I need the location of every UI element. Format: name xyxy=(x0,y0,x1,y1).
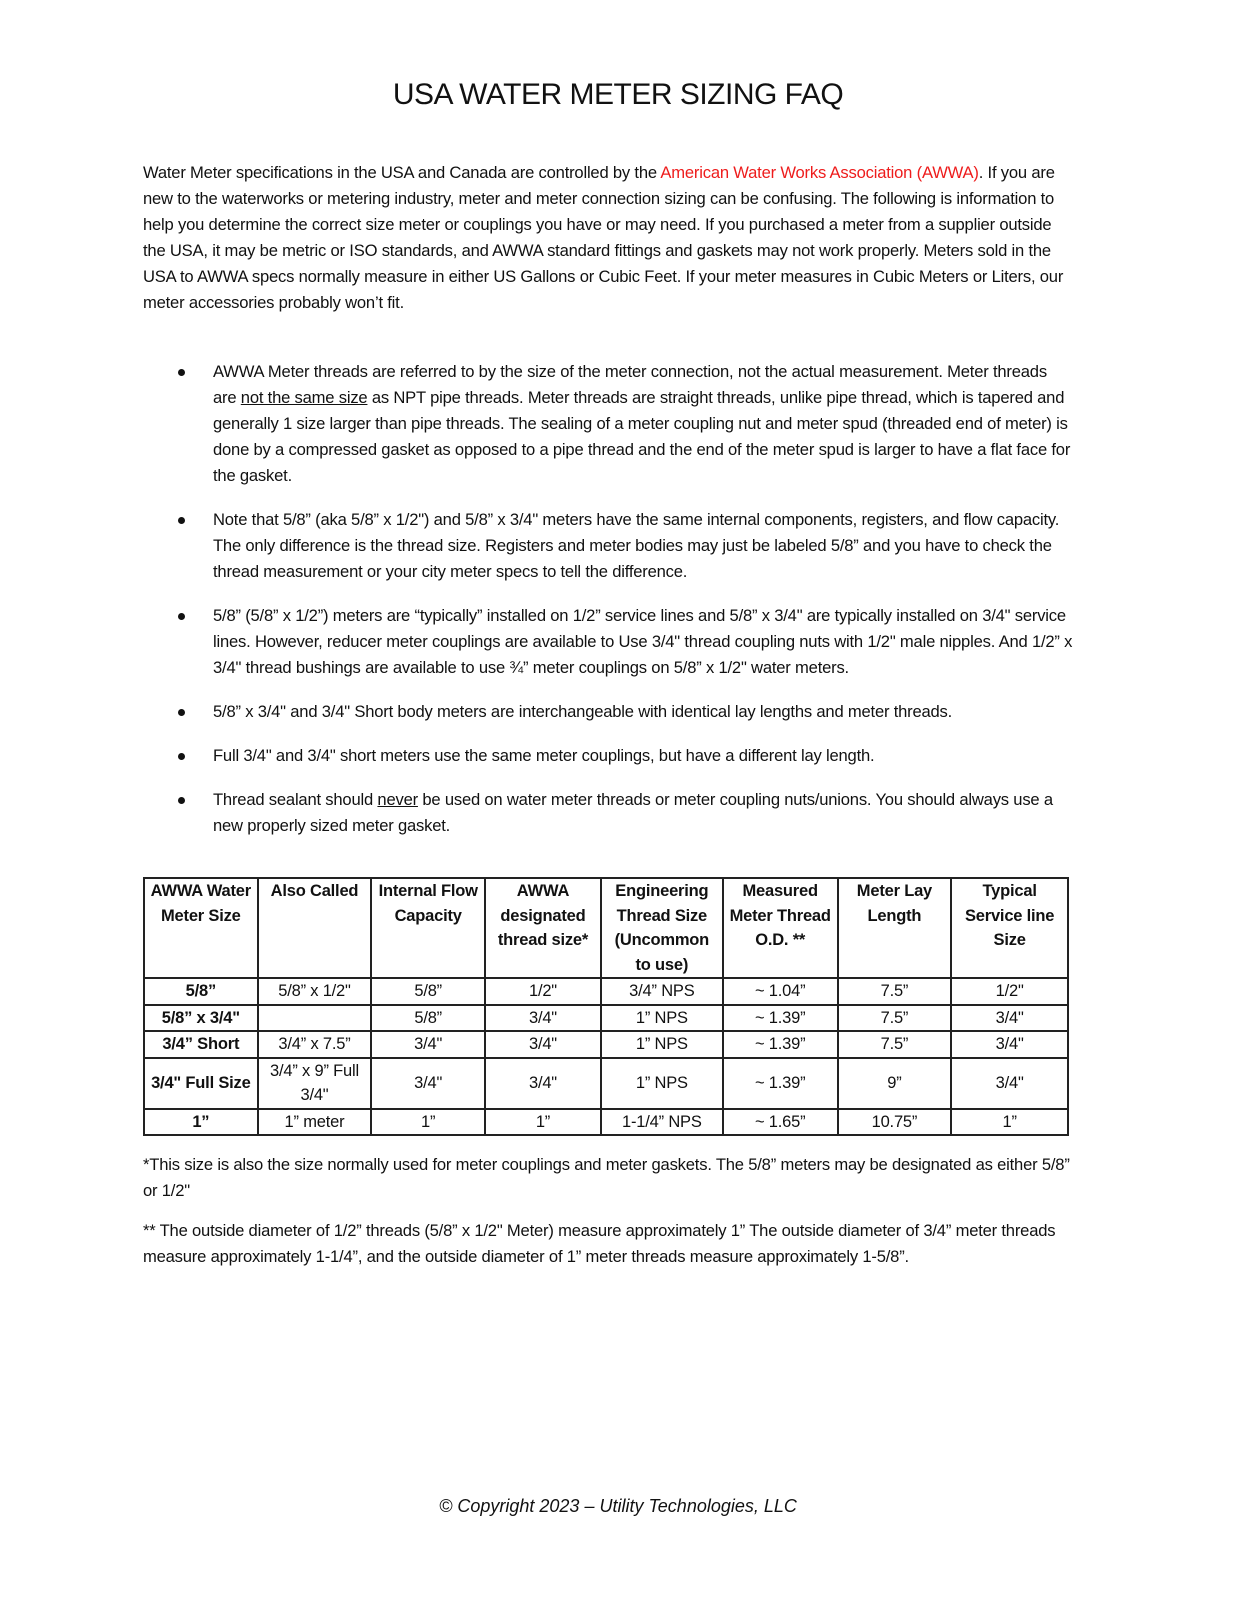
footnote-single-asterisk: *This size is also the size normally used for meter couplings and meter gaskets. The 5/8” meters may be designated as either 5/8” or 1/2" xyxy=(143,1155,1070,1200)
table-row xyxy=(144,1005,1068,1032)
table-cell: 1” xyxy=(371,1109,485,1136)
header-cell: Engineering Thread Size (Uncommon to use) xyxy=(601,878,723,978)
table-row xyxy=(144,978,1068,1005)
bullet-icon xyxy=(178,709,185,716)
meter-sizing-table xyxy=(143,877,1069,1136)
header-cell: AWWA designated thread size* xyxy=(485,878,601,978)
bullet-item: Full 3/4" and 3/4" short meters use the same meter couplings, but have a different lay length. xyxy=(143,743,1073,769)
table-header-row xyxy=(144,878,1068,978)
bullet-item: Thread sealant should never be used on water meter threads or meter coupling nuts/unions. You should always use a new properly sized meter gasket. xyxy=(143,787,1073,839)
table-cell: 10.75” xyxy=(838,1109,952,1136)
underlined-text: never xyxy=(377,790,418,809)
bullet-item: AWWA Meter threads are referred to by the size of the meter connection, not the actual measurement. Meter threads are not the same size as NPT pipe threads. Meter threads are straight threads, unlike pipe thread, which is tapered and generally 1 size larger than pipe threads. The sealing of a meter coupling nut and meter spud (threaded end of meter) is done by a compressed gasket as opposed to a pipe thread and the end of the meter spud is larger to have a flat face for the gasket. xyxy=(143,359,1073,489)
page-title: USA WATER METER SIZING FAQ xyxy=(392,78,844,111)
intro-paragraph xyxy=(143,160,1073,316)
table-cell: 3/4" xyxy=(951,1058,1068,1109)
table-cell: 1-1/4” NPS xyxy=(601,1109,723,1136)
intro-text-end: . If you are new to the waterworks or metering industry, meter and meter connection sizing can be confusing. The following is information to help you determine the correct size meter or couplings you have or may need. If you purchased a meter from a supplier outside the USA, it may be metric or ISO standards, and AWWA standard fittings and gaskets may not work properly. Meters sold in the USA to AWWA specs normally measure in either US Gallons or Cubic Feet. If your meter measures in Cubic Meters or Liters, our meter accessories probably won’t fit. xyxy=(143,163,1064,312)
table-cell: 7.5” xyxy=(838,1005,952,1032)
footnotes xyxy=(143,1152,1073,1284)
table-cell: 3/4" xyxy=(485,1058,601,1109)
table-cell: 5/8” xyxy=(371,978,485,1005)
table-cell: 7.5” xyxy=(838,1031,952,1058)
table-cell: 3/4" xyxy=(371,1058,485,1109)
header-cell: Measured Meter Thread O.D. ** xyxy=(723,878,838,978)
table-cell: 1/2" xyxy=(951,978,1068,1005)
table-cell: 1” NPS xyxy=(601,1058,723,1109)
faq-bullet-list xyxy=(143,359,1073,857)
header-cell: Typical Service line Size xyxy=(951,878,1068,978)
table-cell xyxy=(258,1005,372,1032)
header-cell: Also Called xyxy=(258,878,372,978)
bullet-item: Note that 5/8” (aka 5/8” x 1/2") and 5/8” x 3/4" meters have the same internal components, registers, and flow capacity. The only difference is the thread size. Registers and meter bodies may just be labeled 5/8” and you have to check the thread measurement or your city meter specs to tell the difference. xyxy=(143,507,1073,585)
bullet-icon xyxy=(178,369,185,376)
bullet-icon xyxy=(178,613,185,620)
table-cell: 3/4” NPS xyxy=(601,978,723,1005)
table-cell: 3/4" xyxy=(485,1031,601,1058)
table-cell: 3/4" xyxy=(951,1031,1068,1058)
table-cell: ~ 1.65” xyxy=(723,1109,838,1136)
table-cell: 3/4" xyxy=(951,1005,1068,1032)
table-cell: 3/4" xyxy=(371,1031,485,1058)
bullet-icon xyxy=(178,797,185,804)
underlined-text: not the same size xyxy=(240,388,368,407)
footnote-double-asterisk: ** The outside diameter of 1/2” threads (5/8” x 1/2" Meter) measure approximately 1” The outside diameter of 3/4” meter threads measure approximately 1-1/4”, and the outside diameter of 1” meter threads measure approximately 1-5/8”. xyxy=(143,1221,1056,1266)
table-cell: 1” xyxy=(951,1109,1068,1136)
awwa-link[interactable]: American Water Works Association (AWWA) xyxy=(660,163,979,182)
table-cell: 1” meter xyxy=(258,1109,372,1136)
header-cell: Internal Flow Capacity xyxy=(371,878,485,978)
table-cell: 3/4” x 7.5” xyxy=(258,1031,372,1058)
header-cell: AWWA Water Meter Size xyxy=(144,878,258,978)
table-cell: 5/8” xyxy=(144,978,258,1005)
table-row xyxy=(144,1109,1068,1136)
table-cell: 5/8” x 1/2" xyxy=(258,978,372,1005)
intro-text-start: Water Meter specifications in the USA and Canada are controlled by the xyxy=(143,163,661,182)
table-cell: 9” xyxy=(838,1058,952,1109)
bullet-icon xyxy=(178,753,185,760)
table-cell: 1” NPS xyxy=(601,1005,723,1032)
table-cell: 5/8” xyxy=(371,1005,485,1032)
table-cell: 3/4” Short xyxy=(144,1031,258,1058)
bullet-item: 5/8” x 3/4" and 3/4" Short body meters are interchangeable with identical lay lengths and meter threads. xyxy=(143,699,1073,725)
bullet-item: 5/8” (5/8” x 1/2”) meters are “typically” installed on 1/2” service lines and 5/8” x 3/4" are typically installed on 3/4" service lines. However, reducer meter couplings are available to Use 3/4" thread coupling nuts with 1/2" male nipples. And 1/2” x 3/4" thread bushings are available to use ¾” meter couplings on 5/8” x 1/2" water meters. xyxy=(143,603,1073,681)
header-cell: Meter Lay Length xyxy=(838,878,952,978)
table-cell: 7.5” xyxy=(838,978,952,1005)
table-cell: 3/4” x 9” Full 3/4" xyxy=(258,1058,372,1109)
table-cell: 1” NPS xyxy=(601,1031,723,1058)
table-cell: 1/2" xyxy=(485,978,601,1005)
bullet-icon xyxy=(178,517,185,524)
table-cell: ~ 1.04” xyxy=(723,978,838,1005)
table-row xyxy=(144,1058,1068,1109)
copyright-footer: © Copyright 2023 – Utility Technologies, LLC xyxy=(439,1496,797,1516)
table-cell: ~ 1.39” xyxy=(723,1005,838,1032)
table-cell: 3/4" xyxy=(485,1005,601,1032)
table-cell: 1” xyxy=(144,1109,258,1136)
table-row xyxy=(144,1031,1068,1058)
table-cell: 3/4" Full Size xyxy=(144,1058,258,1109)
table-cell: 1” xyxy=(485,1109,601,1136)
table-cell: 5/8” x 3/4" xyxy=(144,1005,258,1032)
table-cell: ~ 1.39” xyxy=(723,1058,838,1109)
table-cell: ~ 1.39” xyxy=(723,1031,838,1058)
